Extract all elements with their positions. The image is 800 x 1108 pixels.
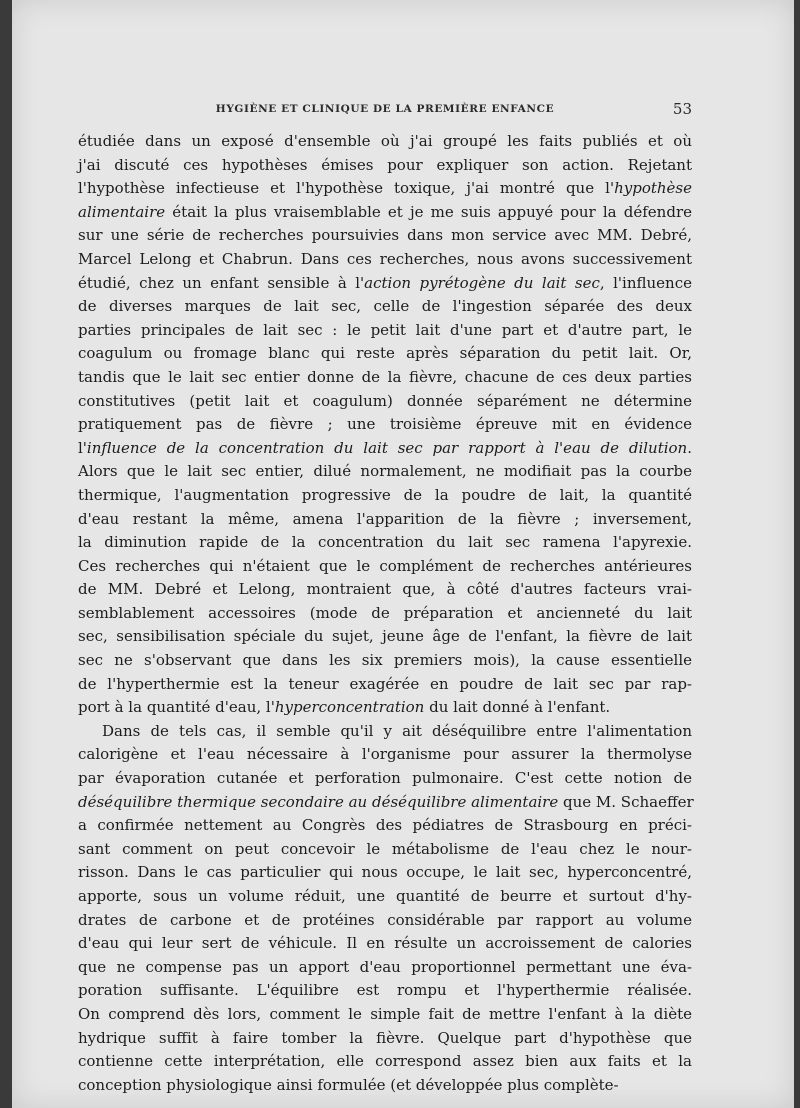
text-line [78,578,692,602]
text-run: de l'hyperthermie est la teneur exagérée en poudre de lait sec par rap- [78,674,692,693]
text-line [78,201,692,225]
text-line [78,909,692,933]
text-line [78,720,692,744]
text-line [78,649,692,673]
text-run: . [687,438,692,457]
text-line [78,885,692,909]
text-run: semblablement accessoires (mode de préparation et ancienneté du lait [78,603,692,622]
italic-run: influence de la concentration du lait sec par rapport à l'eau de dilution [86,438,688,457]
text-line [78,484,692,508]
text-run: apporte, sous un volume réduit, une quantité de beurre et surtout d'hy- [78,887,692,905]
text-run: du lait donné à l'enfant. [424,698,611,717]
text-line [78,696,692,720]
text-line [78,956,692,980]
text-line [78,342,692,366]
book-page [12,0,794,1108]
text-run: d'eau qui leur sert de véhicule. Il en résulte un accroissement de calories [78,934,692,953]
text-line [78,767,692,791]
text-line [78,814,692,838]
text-line [78,130,692,154]
text-run: Alors que le lait sec entier, dilué normalement, ne modifiait pas la courbe [78,462,692,481]
text-run: Marcel Lelong et Chabrun. Dans ces recherches, nous avons successivement [78,249,692,268]
text-run: contienne cette interprétation, elle correspond assez bien aux faits et la [78,1052,692,1071]
text-line [78,1074,692,1098]
text-run: j'ai discuté ces hypothèses émises pour expliquer son action. Rejetant [78,155,692,174]
text-run: de diverses marques de lait sec, celle de l'ingestion séparée des deux [78,297,692,316]
text-line [78,531,692,555]
body-text [78,130,692,1097]
text-run: de MM. Debré et Lelong, montraient que, à côté d'autres facteurs vrai- [78,580,692,599]
text-line [78,838,692,862]
text-run: sur une série de recherches poursuivies dans mon service avec MM. Debré, [78,226,692,245]
text-line [78,177,692,201]
text-run: par évaporation cutanée et perforation pulmonaire. C'est cette notion de [78,769,692,788]
running-head: HYGIÈNE ET CLINIQUE DE LA PREMIÈRE ENFANCE [215,103,555,115]
text-run: risson. Dans le cas particulier qui nous occupe, le lait sec, hyperconcentré, [78,863,692,882]
text-line [78,555,692,579]
text-line [78,673,692,697]
text-line [78,460,692,484]
text-run: conception physiologique ainsi formulée (et développée plus complète- [78,1075,619,1094]
text-line [78,366,692,390]
page-number: 53 [672,100,692,118]
text-run: On comprend dès lors, comment le simple fait de mettre l'enfant à la diète [78,1004,692,1023]
text-run: thermique, l'augmentation progressive de la poudre de lait, la quantité [78,485,692,504]
text-line [78,437,692,461]
text-run: coagulum ou fromage blanc qui reste après séparation du petit lait. Or, [78,344,692,363]
text-run: sec ne s'observant que dans les six premiers mois), la cause essentielle [78,651,692,670]
text-line [78,319,692,343]
paragraph-2 [78,720,692,1098]
text-run: drates de carbone et de protéines considérable par rapport au volume [78,910,692,929]
text-run: Ces recherches qui n'étaient que le complément de recherches antérieures [78,556,692,575]
text-run: que M. Schaeffer [558,792,694,811]
text-run: d'eau restant la même, amena l'apparition de la fièvre ; inversement, [78,509,692,528]
text-line [78,932,692,956]
italic-run: hypothèse [614,179,692,198]
text-run: sant comment on peut concevoir le métabolisme de l'eau chez le nour- [78,839,692,858]
text-run: la diminution rapide de la concentration du lait sec ramena l'apyrexie. [78,533,692,552]
italic-run: alimentaire [78,202,166,221]
text-run: Dans de tels cas, il semble qu'il y ait déséquilibre entre l'alimentation [102,721,692,740]
text-line [78,272,692,296]
text-run: pratiquement pas de fièvre ; une troisième épreuve mit en évidence [78,415,692,434]
text-line [78,295,692,319]
text-run: parties principales de lait sec : le petit lait d'une part et d'autre part, le [78,320,692,339]
italic-run: déséquilibre thermique secondaire au déséquilibre alimentaire [78,792,559,811]
text-line [78,390,692,414]
text-line [78,625,692,649]
text-line [78,1050,692,1074]
text-line [78,791,692,815]
text-run: sec, sensibilisation spéciale du sujet, jeune âge de l'enfant, la fièvre de lait [78,627,692,646]
text-line [78,861,692,885]
text-run: port à la quantité d'eau, l' [78,698,275,717]
text-run: l' [78,438,87,457]
text-run: que ne compense pas un apport d'eau proportionnel permettant une éva- [78,957,692,976]
text-run: a confirmée nettement au Congrès des pédiatres de Strasbourg en préci- [78,816,692,835]
text-run: était la plus vraisemblable et je me suis appuyé pour la défendre [165,202,692,221]
text-run: poration suffisante. L'équilibre est rompu et l'hyperthermie réalisée. [78,981,692,1000]
text-run: hydrique suffit à faire tomber la fièvre. Quelque part d'hypothèse que [78,1028,692,1047]
italic-run: hyperconcentration [274,698,425,717]
text-line [78,743,692,767]
text-line [78,1027,692,1051]
text-line [78,413,692,437]
italic-run: action pyrétogène du lait sec [364,273,600,292]
text-run: l'hypothèse infectieuse et l'hypothèse toxique, j'ai montré que l' [78,179,615,198]
text-run: tandis que le lait sec entier donne de la fièvre, chacune de ces deux parties [78,367,692,386]
text-run: constitutives (petit lait et coagulum) donnée séparément ne détermine [78,391,692,410]
page-header [78,100,692,123]
text-line [78,979,692,1003]
text-line [78,224,692,248]
text-line [78,248,692,272]
text-run: , l'influence [599,273,692,292]
text-run: étudiée dans un exposé d'ensemble où j'ai groupé les faits publiés et où [78,132,692,150]
paragraph-1 [78,130,692,720]
text-run: étudié, chez un enfant sensible à l' [78,273,365,292]
text-line [78,508,692,532]
text-line [78,602,692,626]
text-run: calorigène et l'eau nécessaire à l'organisme pour assurer la thermolyse [78,745,692,764]
text-line [78,154,692,178]
text-line [78,1003,692,1027]
